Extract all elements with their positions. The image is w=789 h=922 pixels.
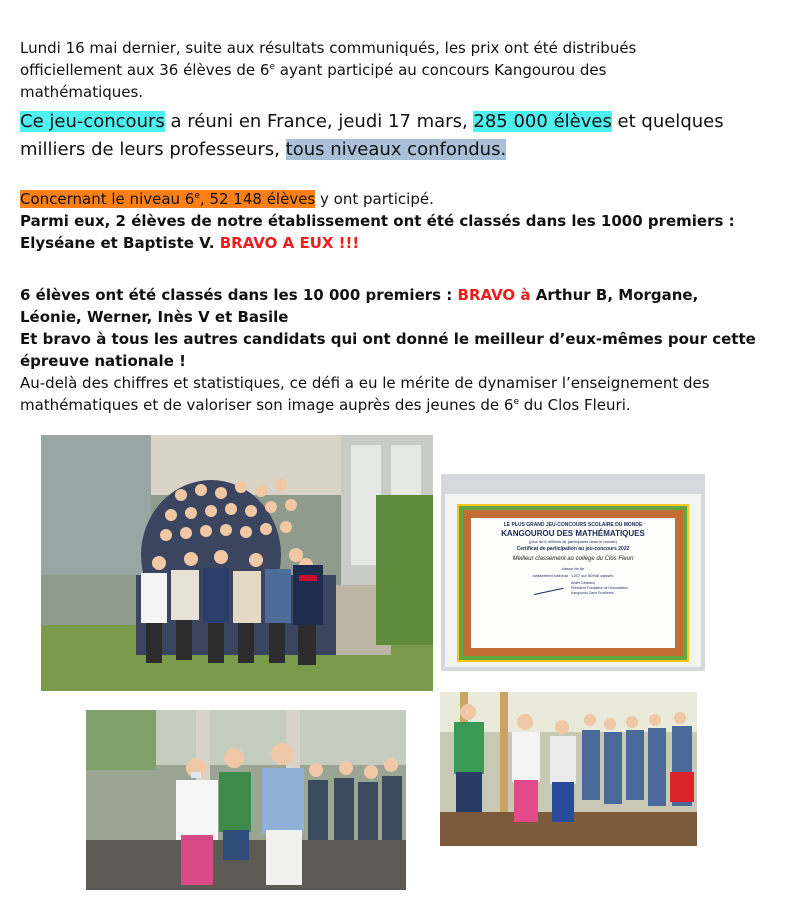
highlight-285000: 285 000 élèves: [473, 111, 612, 132]
students-window-photo: [440, 692, 697, 846]
top10000-names-1: Arthur B, Morgane,: [530, 286, 699, 304]
top1000-names: Elyséane et Baptiste V.: [20, 234, 220, 252]
closing-sup: e: [513, 397, 520, 407]
niveau-sup: e: [194, 191, 200, 201]
intro-line-1: Lundi 16 mai dernier, suite aux résultats communiqués, les prix ont été distribués: [20, 39, 637, 57]
intro-line-2b: ayant participé au concours Kangourou des: [275, 61, 607, 79]
cert-line-10: Kangourou Sans Frontières: [571, 591, 614, 595]
contest-text-1: a réuni en France, jeudi 17 mars,: [164, 111, 474, 132]
closing-text-1: Au-delà des chiffres et statistiques, ce défi a eu le mérite de dynamiser l’enseignement des: [20, 374, 710, 392]
cert-line-8: André Deledicq: [571, 581, 595, 585]
group-photo-stairs: [41, 435, 433, 691]
contest-text-3: milliers de leurs professeurs,: [20, 139, 286, 160]
closing-text-2: mathématiques et de valoriser son image auprès des jeunes de 6: [20, 396, 514, 414]
top10000-text: 6 élèves ont été classés dans les 10 000 premiers :: [20, 286, 458, 304]
top1000-text: Parmi eux, 2 élèves de notre établissement ont été classés dans les 1000 premiers :: [20, 212, 735, 230]
cert-line-4: Certificat de participation au jeu-concours 2022: [516, 546, 630, 552]
cert-line-5: Meilleur classement au collège du Clos Fleuri: [512, 556, 634, 562]
bravo-a: BRAVO à: [457, 286, 531, 304]
bravo-all-2: épreuve nationale !: [20, 352, 186, 370]
paragraph-contest: [20, 108, 780, 164]
niveau-text-2: y ont participé.: [315, 190, 434, 208]
highlight-jeu-concours: Ce jeu-concours: [20, 111, 165, 132]
signature-scribble: [532, 580, 563, 595]
cert-line-6: classe de 6e: [561, 566, 585, 571]
cert-line-9: Président Fondateur de l'Association: [571, 586, 628, 590]
highlight-tous-niveaux: tous niveaux confondus.: [285, 139, 507, 160]
paragraph-niveau: [20, 188, 780, 254]
certificate-text: [471, 522, 675, 601]
bravo-all-1: Et bravo à tous les autres candidats qui ont donné le meilleur d’eux-mêmes pour cette: [20, 330, 756, 348]
highlight-niveau-6e: [20, 190, 315, 208]
cert-line-2: KANGOUROU DES MATHÉMATIQUES: [501, 529, 645, 538]
certificate-photo: [441, 474, 705, 671]
cert-line-7: classement national : 1207 sur 50948 classés: [532, 573, 614, 578]
cert-signature: [471, 579, 675, 601]
top10000-names-2: Léonie, Werner, Inès V et Basile: [20, 308, 289, 326]
closing-text-3: du Clos Fleuri.: [519, 396, 631, 414]
paragraph-top10000: [20, 284, 780, 416]
intro-line-3: mathématiques.: [20, 83, 144, 101]
cert-line-1: LE PLUS GRAND JEU-CONCOURS SCOLAIRE DU MONDE: [503, 522, 643, 528]
contest-text-2: et quelques: [611, 111, 724, 132]
intro-line-2: officiellement aux 36 élèves de 6: [20, 61, 270, 79]
students-hall-photo: [86, 710, 406, 890]
niveau-count: , 52 148 élèves: [199, 190, 316, 208]
cert-line-3: (plus de 6 millions de participants dans le monde): [529, 539, 617, 544]
paragraph-intro: [20, 37, 780, 103]
bravo-a-eux: BRAVO A EUX !!!: [219, 234, 360, 252]
intro-sup: e: [269, 62, 276, 72]
niveau-text: Concernant le niveau 6: [20, 190, 195, 208]
